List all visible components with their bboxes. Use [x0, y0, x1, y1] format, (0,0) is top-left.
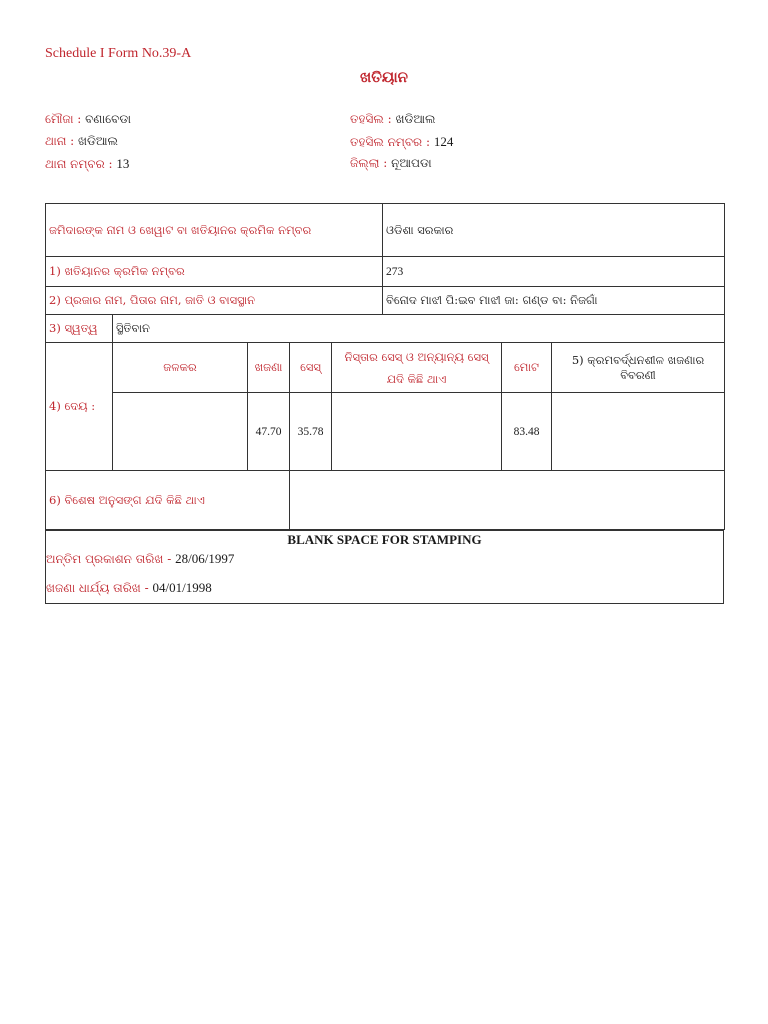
dues-value-row	[46, 393, 725, 471]
col-nistar: ନିସ୍ତାର ସେସ୍ ଓ ଅନ୍ୟାନ୍ୟ ସେସ୍ ଯଦି କିଛି ଥାଏ	[332, 343, 502, 393]
thana-no-label: ଥାନା ନମ୍ବର :	[45, 157, 113, 171]
tahasil-no-label: ତହସିଲ ନମ୍ବର :	[350, 135, 431, 149]
col-ses: ସେସ୍	[290, 343, 332, 393]
val-ses: 35.78	[290, 393, 332, 471]
tahasil-field	[350, 112, 435, 127]
thana-label: ଥାନା :	[45, 134, 75, 148]
special-value	[290, 471, 725, 530]
mouza-label: ମୌଜା :	[45, 112, 82, 126]
khatiyan-no-label: 1) ଖତିୟାନର କ୍ରମିକ ନମ୍ବର	[46, 257, 383, 287]
right-value: ସ୍ଥିତିବାନ	[113, 315, 725, 343]
col-khajana: ଖଜଣା	[248, 343, 290, 393]
district-field	[350, 156, 432, 171]
val-mot: 83.48	[502, 393, 552, 471]
khatiyan-no-row	[46, 257, 725, 287]
khajana-date-line	[46, 580, 212, 596]
stamp-section	[45, 530, 724, 604]
tahasil-label: ତହସିଲ :	[350, 112, 392, 126]
final-publication-date: 28/06/1997	[175, 551, 235, 566]
col-jalkar: ଜଳକର	[113, 343, 248, 393]
right-row	[46, 315, 725, 343]
owner-row	[46, 204, 725, 257]
khajana-date-label: ଖଜଣା ଧାର୍ଯ୍ୟ ତାରିଖ -	[46, 581, 149, 595]
tenant-row	[46, 287, 725, 315]
col-cumulative: 5) କ୍ରମବର୍ଦ୍ଧନଶୀଳ ଖଜଣାର ବିବରଣୀ	[552, 343, 725, 393]
tahasil-value: ଖଡିଆଲ	[395, 112, 436, 126]
document-title: ଖତିୟାନ	[359, 68, 409, 86]
special-row	[46, 471, 725, 530]
tahasil-no-value: 124	[433, 134, 454, 149]
tahasil-no-field	[350, 134, 453, 150]
val-nistar	[332, 393, 502, 471]
thana-no-field	[45, 156, 129, 172]
tenant-label: 2) ପ୍ରଜାର ନାମ, ପିତାର ନାମ, ଜାତି ଓ ବାସସ୍ଥାନ	[46, 287, 383, 315]
mouza-field	[45, 112, 131, 127]
dues-header-row	[46, 343, 725, 393]
final-publication-line	[46, 551, 234, 567]
final-publication-label: ଅନ୍ତିମ ପ୍ରକାଶନ ତାରିଖ -	[46, 552, 172, 566]
stamp-title: BLANK SPACE FOR STAMPING	[287, 532, 482, 547]
tenant-value: ବିନୋଦ ମାଝୀ ପି:ଇବ ମାଝୀ ଜା: ଗଣ୍ଡ ବା: ନିଜଗାଁ	[383, 287, 725, 315]
khatiyan-no-value: 273	[383, 257, 725, 287]
khatiyan-table	[45, 203, 725, 530]
val-jalkar	[113, 393, 248, 471]
owner-value: ଓଡିଶା ସରକାର	[383, 204, 725, 257]
district-value: ନୂଆପଡା	[391, 156, 432, 170]
col-mot: ମୋଟ	[502, 343, 552, 393]
khajana-date: 04/01/1998	[152, 580, 212, 595]
right-label: 3) ସ୍ୱତ୍ୱ	[46, 315, 113, 343]
dues-label: 4) ଦେୟ :	[46, 343, 113, 471]
val-khajana: 47.70	[248, 393, 290, 471]
thana-value: ଖଡିଆଲ	[78, 134, 118, 148]
special-label: 6) ବିଶେଷ ଅନୁସଙ୍ଗ ଯଦି କିଛି ଥାଏ	[46, 471, 290, 530]
thana-no-value: 13	[116, 156, 130, 171]
mouza-value: ବଣାବେଡା	[85, 112, 131, 126]
val-cumulative	[552, 393, 725, 471]
district-label: ଜିଲ୍ଲା :	[350, 156, 388, 170]
thana-field	[45, 134, 118, 149]
owner-label: ଜମିଦାରଙ୍କ ନାମ ଓ ଖେୱାଟ ବା ଖତିୟାନର କ୍ରମିକ ନମ୍ବର	[46, 204, 383, 257]
form-number: Schedule I Form No.39-A	[45, 46, 192, 61]
